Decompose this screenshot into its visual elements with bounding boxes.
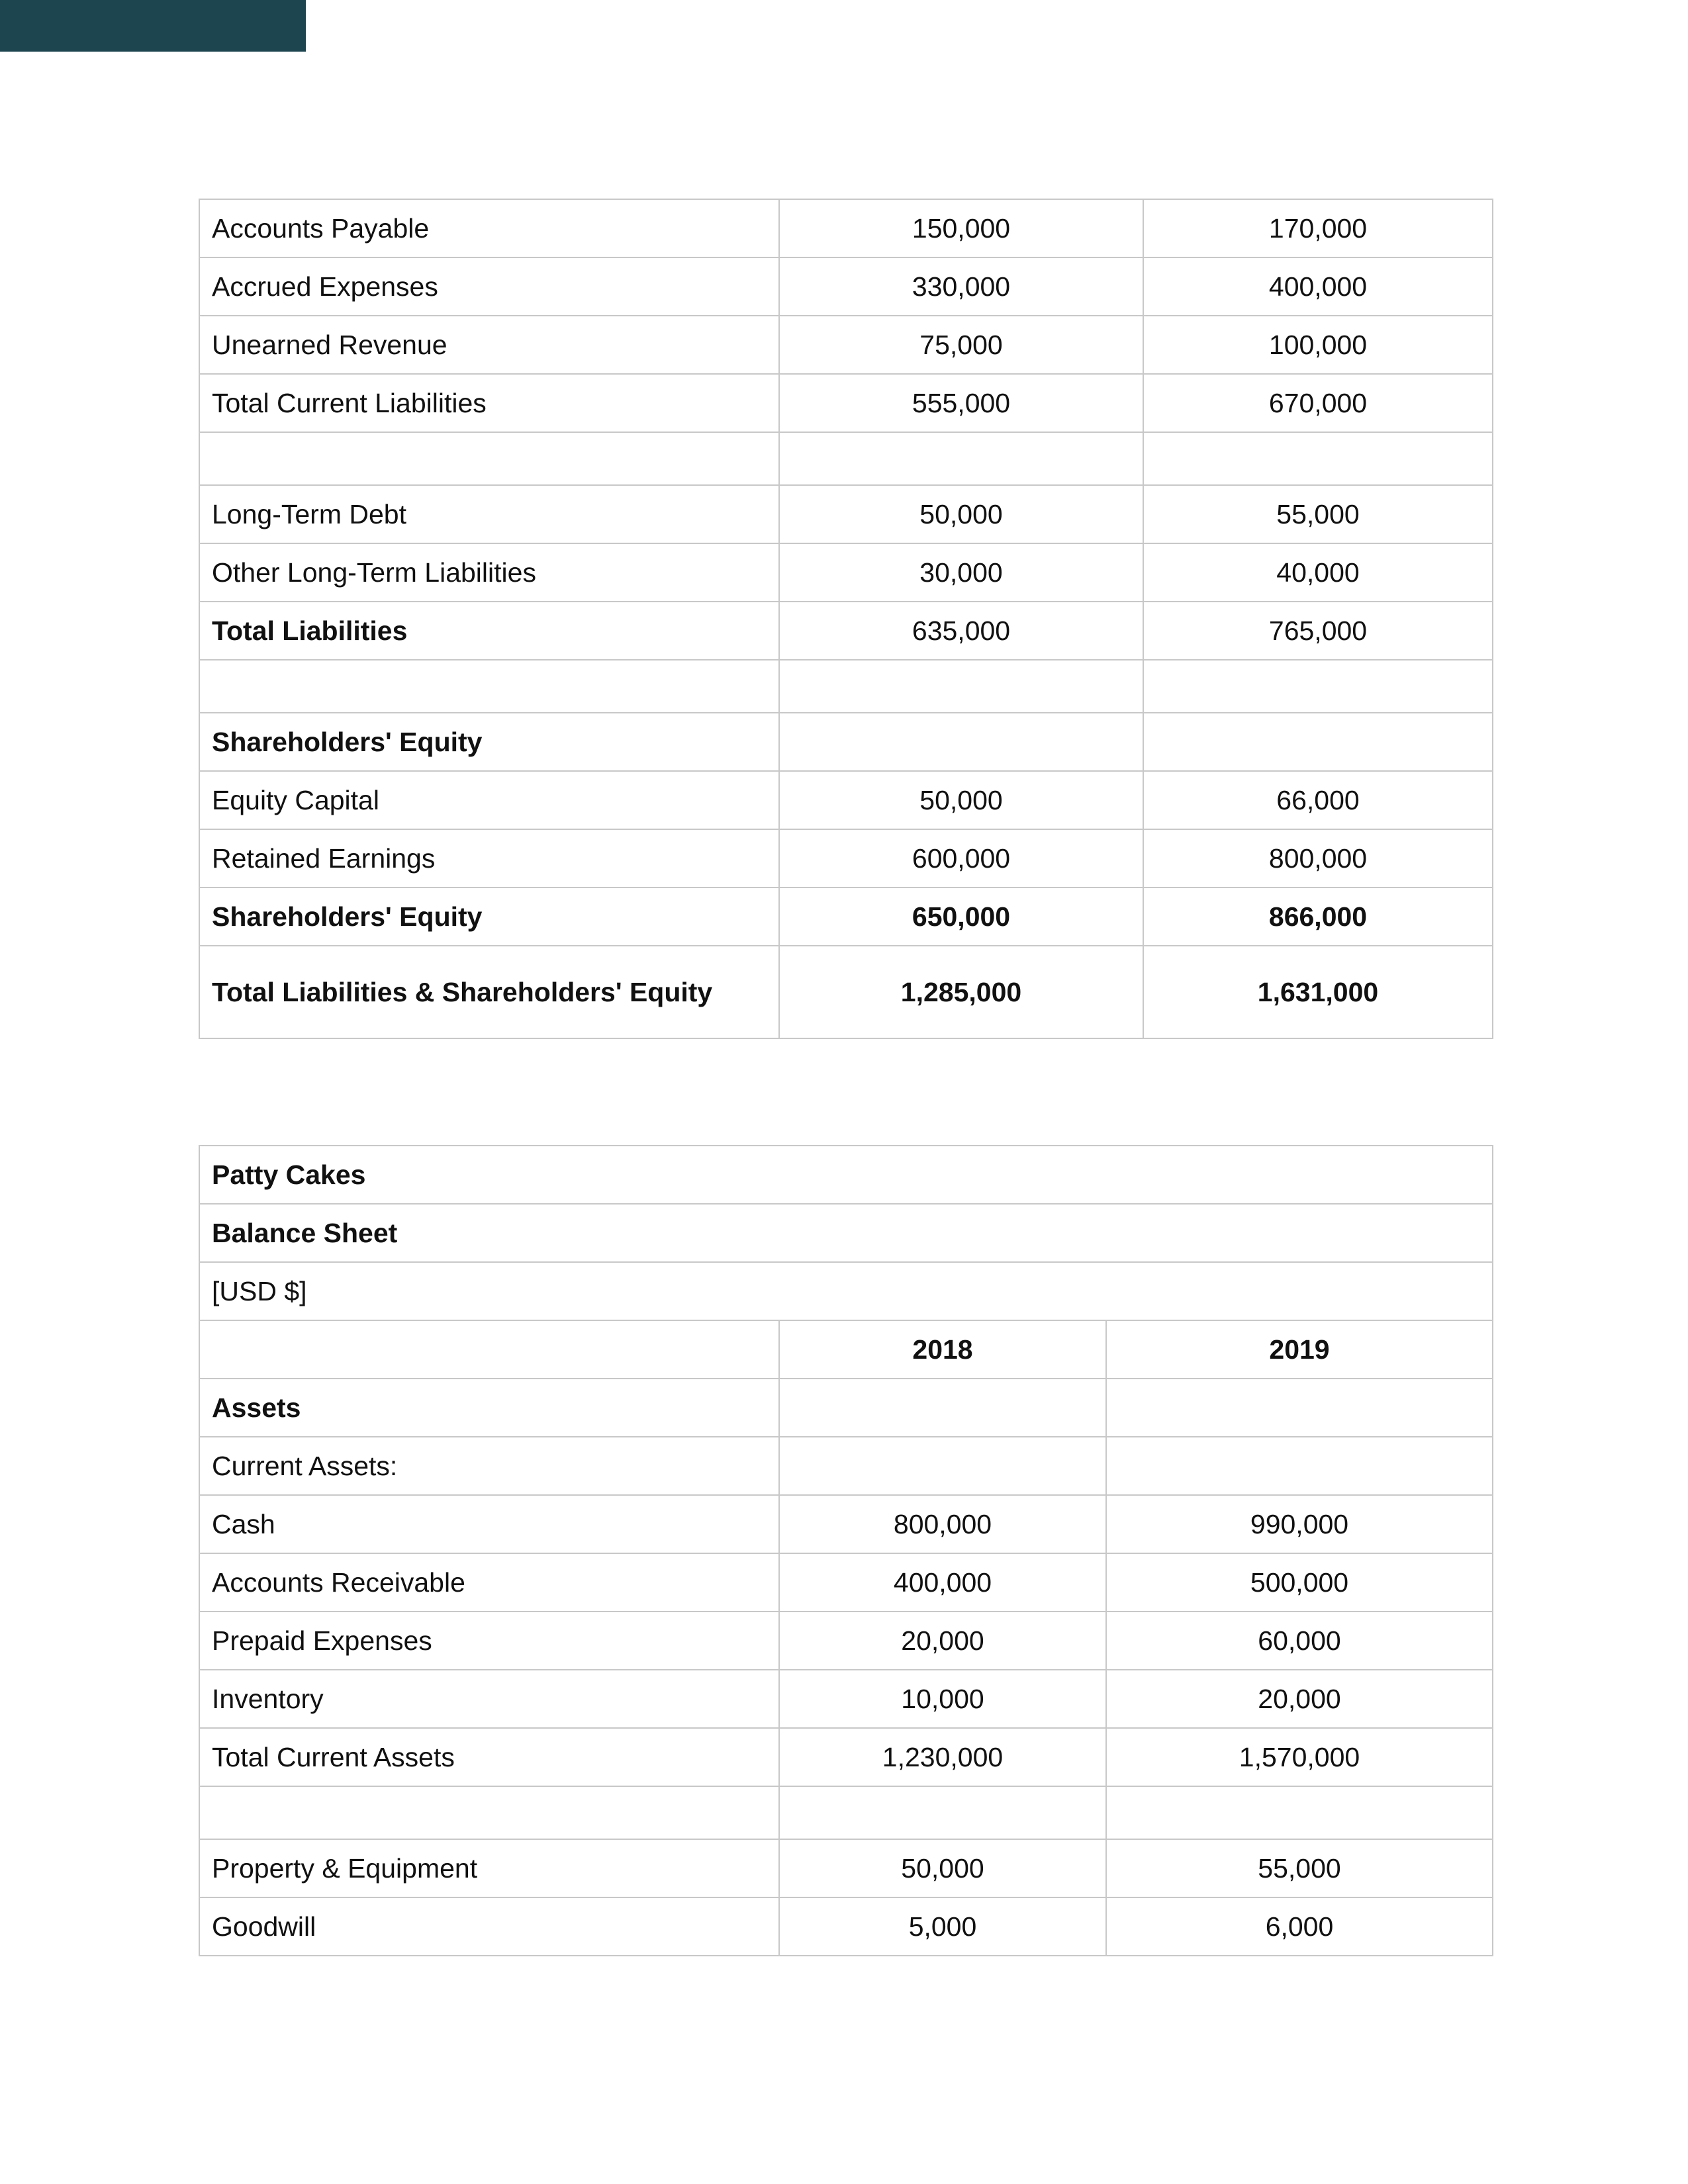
row-value-2018: 555,000	[779, 374, 1143, 432]
row-value-2019: 20,000	[1106, 1670, 1493, 1728]
balance-sheet-table	[199, 1145, 1493, 1956]
row-value-2018: 50,000	[779, 1839, 1106, 1897]
row-label: Unearned Revenue	[199, 316, 779, 374]
row-value-2019	[1143, 660, 1493, 713]
table-row	[199, 1612, 1493, 1670]
row-label: Property & Equipment	[199, 1839, 779, 1897]
row-value-2019: 765,000	[1143, 602, 1493, 660]
row-value-2019	[1106, 1437, 1493, 1495]
row-value-2018: 650,000	[779, 887, 1143, 946]
table-row	[199, 946, 1493, 1038]
title-row	[199, 1204, 1493, 1262]
table-row	[199, 543, 1493, 602]
balance-sheet-table-body	[199, 1146, 1493, 1956]
row-value-2019	[1106, 1786, 1493, 1839]
table-row	[199, 1553, 1493, 1612]
table-row	[199, 1839, 1493, 1897]
statement-title: Balance Sheet	[199, 1204, 1493, 1262]
table-row	[199, 432, 1493, 485]
row-label: Total Current Assets	[199, 1728, 779, 1786]
row-value-2019: 1,631,000	[1143, 946, 1493, 1038]
row-value-2018: 5,000	[779, 1897, 1106, 1956]
row-value-2018: 20,000	[779, 1612, 1106, 1670]
row-label: Shareholders' Equity	[199, 887, 779, 946]
row-value-2018: 400,000	[779, 1553, 1106, 1612]
row-value-2019: 800,000	[1143, 829, 1493, 887]
row-value-2019: 66,000	[1143, 771, 1493, 829]
table-row	[199, 316, 1493, 374]
table-row	[199, 660, 1493, 713]
table-row	[199, 829, 1493, 887]
row-value-2018: 150,000	[779, 199, 1143, 257]
row-label: Goodwill	[199, 1897, 779, 1956]
row-value-2019: 170,000	[1143, 199, 1493, 257]
currency-row	[199, 1262, 1493, 1320]
row-label: Prepaid Expenses	[199, 1612, 779, 1670]
row-label: Assets	[199, 1379, 779, 1437]
table-row	[199, 1379, 1493, 1437]
table-row	[199, 1728, 1493, 1786]
row-value-2018: 30,000	[779, 543, 1143, 602]
table-row	[199, 771, 1493, 829]
row-value-2019: 60,000	[1106, 1612, 1493, 1670]
table-row	[199, 1670, 1493, 1728]
row-value-2019: 990,000	[1106, 1495, 1493, 1553]
row-value-2018	[779, 713, 1143, 771]
row-value-2018	[779, 1379, 1106, 1437]
row-value-2019: 1,570,000	[1106, 1728, 1493, 1786]
row-value-2019: 100,000	[1143, 316, 1493, 374]
row-value-2019: 40,000	[1143, 543, 1493, 602]
row-value-2018: 50,000	[779, 771, 1143, 829]
liabilities-table-body	[199, 199, 1493, 1038]
table-row	[199, 374, 1493, 432]
table-row	[199, 1495, 1493, 1553]
table-row	[199, 602, 1493, 660]
table-row	[199, 713, 1493, 771]
year-header-2019: 2019	[1106, 1320, 1493, 1379]
row-label: Other Long-Term Liabilities	[199, 543, 779, 602]
row-value-2018	[779, 432, 1143, 485]
row-label: Total Current Liabilities	[199, 374, 779, 432]
row-label: Accrued Expenses	[199, 257, 779, 316]
table-row	[199, 199, 1493, 257]
row-value-2018: 1,285,000	[779, 946, 1143, 1038]
row-value-2018: 635,000	[779, 602, 1143, 660]
table-row	[199, 887, 1493, 946]
row-label: Cash	[199, 1495, 779, 1553]
row-value-2019	[1143, 432, 1493, 485]
row-value-2019: 55,000	[1143, 485, 1493, 543]
row-value-2018: 800,000	[779, 1495, 1106, 1553]
row-value-2018	[779, 660, 1143, 713]
company-row	[199, 1146, 1493, 1204]
row-value-2019: 670,000	[1143, 374, 1493, 432]
row-value-2018: 75,000	[779, 316, 1143, 374]
row-label: Inventory	[199, 1670, 779, 1728]
company-name: Patty Cakes	[199, 1146, 1493, 1204]
row-value-2018: 1,230,000	[779, 1728, 1106, 1786]
row-value-2018: 10,000	[779, 1670, 1106, 1728]
table-row	[199, 1437, 1493, 1495]
table-row	[199, 1786, 1493, 1839]
row-value-2018	[779, 1437, 1106, 1495]
row-value-2019: 400,000	[1143, 257, 1493, 316]
row-value-2019: 866,000	[1143, 887, 1493, 946]
row-value-2019	[1143, 713, 1493, 771]
row-value-2018: 600,000	[779, 829, 1143, 887]
row-label	[199, 1786, 779, 1839]
row-label: Current Assets:	[199, 1437, 779, 1495]
row-value-2019: 55,000	[1106, 1839, 1493, 1897]
row-label: Accounts Payable	[199, 199, 779, 257]
year-header-2018: 2018	[779, 1320, 1106, 1379]
header-accent-bar	[0, 0, 306, 52]
row-value-2019	[1106, 1379, 1493, 1437]
row-label: Shareholders' Equity	[199, 713, 779, 771]
row-label: Equity Capital	[199, 771, 779, 829]
row-label: Accounts Receivable	[199, 1553, 779, 1612]
row-label: Total Liabilities & Shareholders' Equity	[199, 946, 779, 1038]
row-value-2018: 330,000	[779, 257, 1143, 316]
row-value-2018	[779, 1786, 1106, 1839]
liabilities-equity-table	[199, 199, 1493, 1039]
row-value-2019: 6,000	[1106, 1897, 1493, 1956]
row-label	[199, 660, 779, 713]
table-row	[199, 485, 1493, 543]
row-label: Retained Earnings	[199, 829, 779, 887]
table-row	[199, 1897, 1493, 1956]
row-label: Total Liabilities	[199, 602, 779, 660]
row-label: Long-Term Debt	[199, 485, 779, 543]
year-header-blank	[199, 1320, 779, 1379]
row-label	[199, 432, 779, 485]
table-row	[199, 257, 1493, 316]
row-value-2019: 500,000	[1106, 1553, 1493, 1612]
row-value-2018: 50,000	[779, 485, 1143, 543]
currency-label: [USD $]	[199, 1262, 1493, 1320]
year-header-row	[199, 1320, 1493, 1379]
